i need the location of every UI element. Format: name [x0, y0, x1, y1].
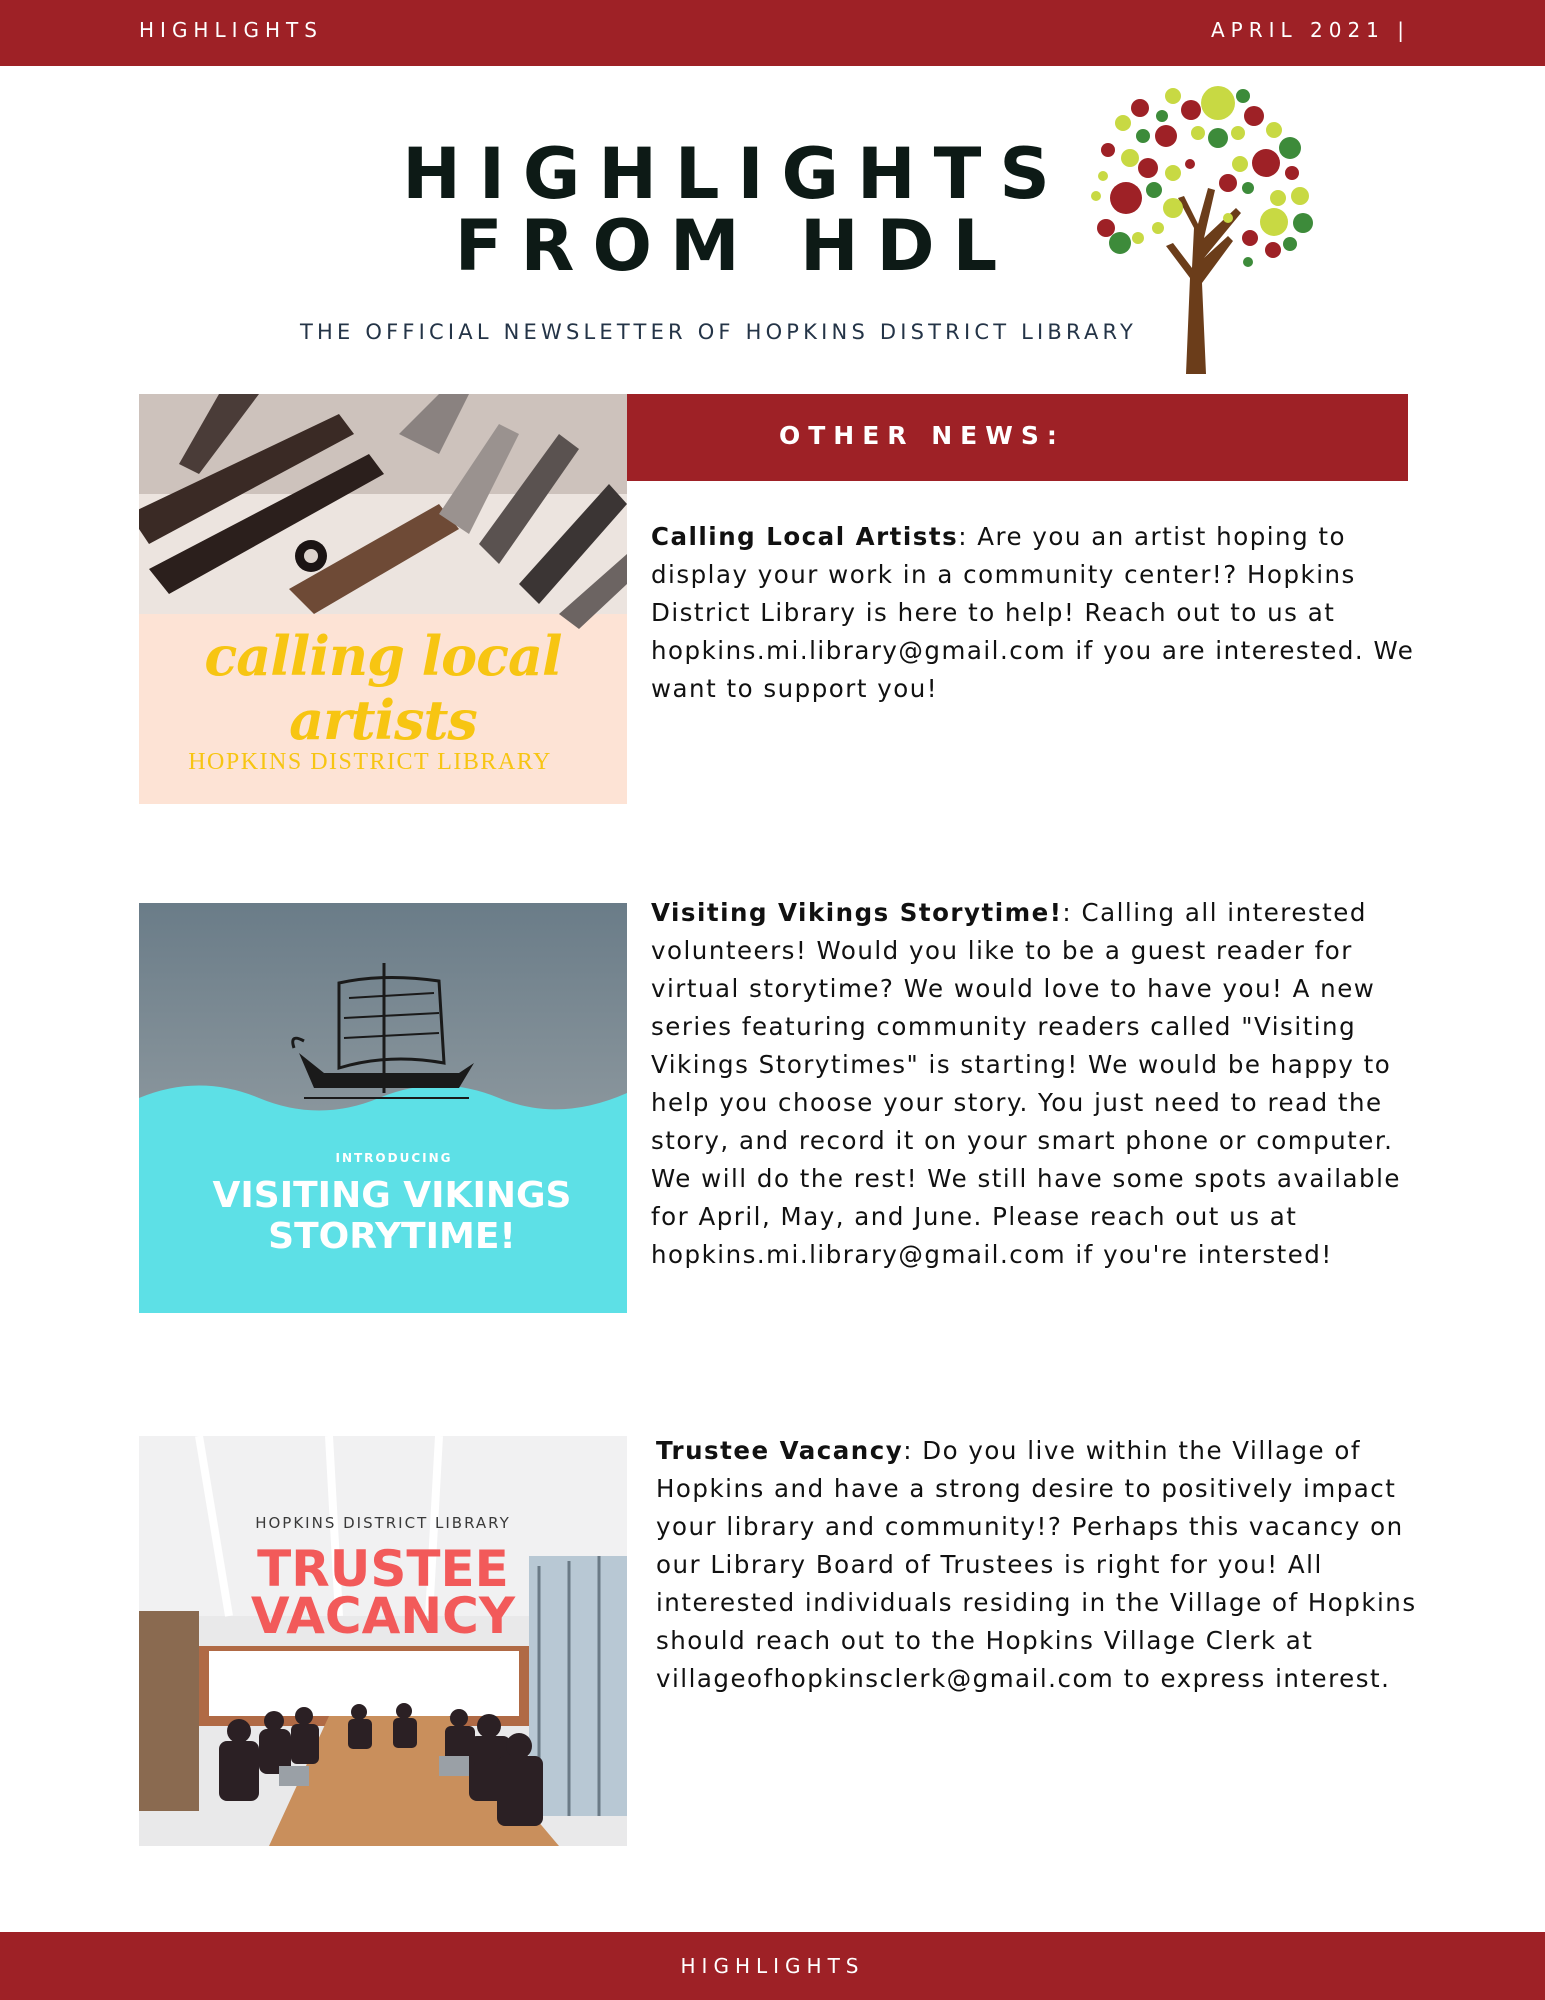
article-visiting-vikings	[651, 894, 1423, 1274]
vikings-image-title-1: VISITING VIKINGS	[212, 1175, 572, 1216]
article-body: : Calling all interested volunteers! Would you like to be a guest reader for virtual storytime? We would love to have you! A new series featuring community readers called "Visiting Vikings Storytimes" is starting! We would be happy to help you choose your story. You just need to read the story, and record it on your smart phone or computer. We will do the rest! We still have some spots available for April, May, and June. Please reach out us at hopkins.mi.library@gmail.com if you're intersted!	[651, 898, 1401, 1269]
other-news-heading-bar	[627, 394, 1408, 481]
article-body: : Are you an artist hoping to display your work in a community center!? Hopkins District Library is here to help! Reach out to us at hopkins.mi.library@gmail.com if you are interested. We want to support you!	[651, 522, 1415, 703]
trustee-image-title-1: TRUSTEE	[257, 1540, 509, 1598]
footer-label: HIGHLIGHTS	[680, 1954, 865, 1978]
article-title: Calling Local Artists	[651, 522, 959, 551]
top-banner	[0, 0, 1545, 66]
header-issue-date: APRIL 2021 |	[1210, 18, 1410, 42]
artists-image-caption: HOPKINS DISTRICT LIBRARY	[188, 749, 552, 775]
title-line-1: HIGHLIGHTS	[402, 133, 1068, 215]
tree-logo-icon	[1078, 78, 1323, 378]
article-title: Trustee Vacancy	[656, 1436, 904, 1465]
article-title: Visiting Vikings Storytime!	[651, 898, 1063, 927]
artists-script-text: calling local artists	[204, 624, 562, 752]
vikings-kicker: INTRODUCING	[335, 1151, 453, 1165]
article-body: : Do you live within the Village of Hopkins and have a strong desire to positively impact your library and community!? Perhaps this vacancy on our Library Board of Trustees is right for you! All interested individuals residing in the Village of Hopkins should reach out to the Hopkins Village Clerk at villageofhopkinsclerk@gmail.com to express interest.	[656, 1436, 1417, 1693]
article-trustee-vacancy	[656, 1432, 1428, 1698]
article-calling-local-artists	[651, 518, 1423, 708]
title-line-2: FROM HDL	[454, 205, 1016, 287]
trustee-image-title-2: VACANCY	[250, 1587, 516, 1645]
visiting-vikings-image	[139, 903, 627, 1313]
header-section-label: HIGHLIGHTS	[139, 18, 323, 42]
newsletter-title	[340, 133, 1130, 287]
trustee-image-caption: HOPKINS DISTRICT LIBRARY	[255, 1514, 511, 1532]
bottom-banner	[0, 1932, 1545, 2000]
calling-local-artists-image	[139, 394, 627, 804]
newsletter-subtitle: THE OFFICIAL NEWSLETTER OF HOPKINS DISTRICT LIBRARY	[300, 320, 1138, 344]
other-news-heading: OTHER NEWS:	[779, 421, 1065, 450]
vikings-image-title-2: STORYTIME!	[268, 1216, 516, 1257]
trustee-vacancy-image	[139, 1436, 627, 1846]
